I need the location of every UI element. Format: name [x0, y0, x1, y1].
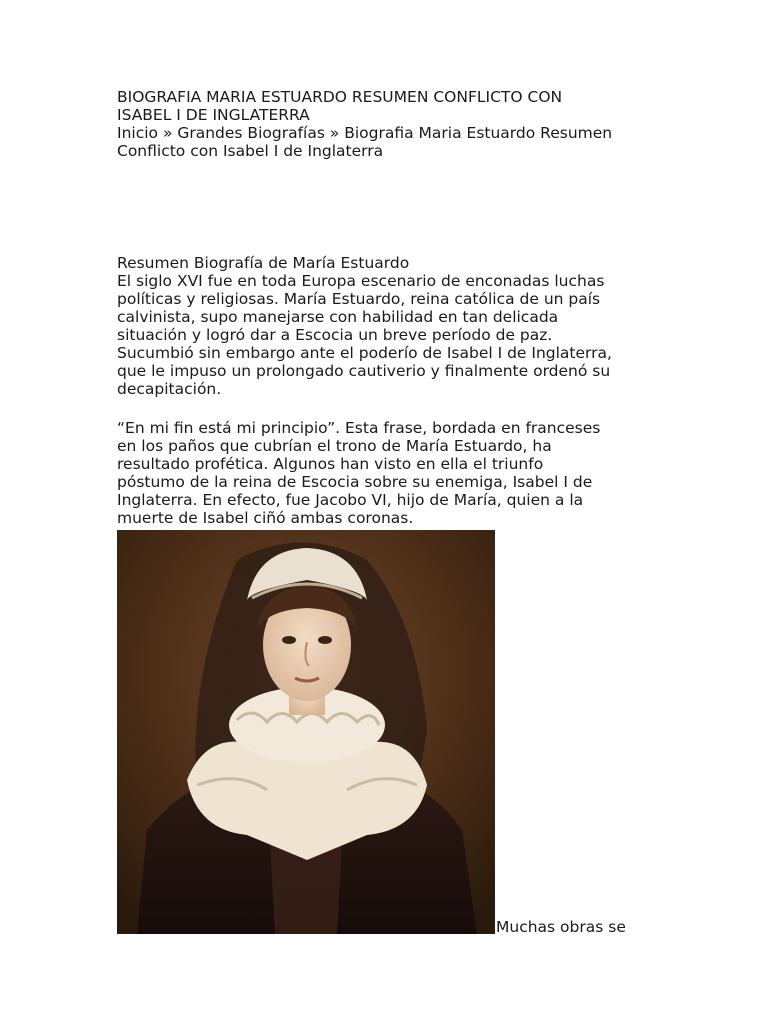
trailing-text: Muchas obras se: [496, 918, 626, 936]
section-heading: Resumen Biografía de María Estuardo: [117, 254, 410, 272]
title-line: BIOGRAFIA MARIA ESTUARDO RESUMEN CONFLICTO CON: [117, 88, 563, 106]
paragraph-line: “En mi fin está mi principio”. Esta frase, bordada en franceses: [117, 419, 601, 437]
paragraph-line: situación y logró dar a Escocia un breve período de paz.: [117, 326, 553, 344]
breadcrumb-line: Conflicto con Isabel I de Inglaterra: [117, 142, 384, 160]
document-header: [117, 88, 657, 160]
paragraph-line: póstumo de la reina de Escocia sobre su enemiga, Isabel I de: [117, 473, 593, 491]
paragraph-line: muerte de Isabel ciñó ambas coronas.: [117, 509, 414, 527]
paragraph-line: en los paños que cubrían el trono de María Estuardo, ha: [117, 437, 552, 455]
title-line: ISABEL I DE INGLATERRA: [117, 106, 310, 124]
paragraph-line: Inglaterra. En efecto, fue Jacobo VI, hijo de María, quien a la: [117, 491, 584, 509]
paragraph-line: que le impuso un prolongado cautiverio y finalmente ordenó su: [117, 362, 611, 380]
paragraph-line: políticas y religiosas. María Estuardo, reina católica de un país: [117, 290, 601, 308]
breadcrumb-line: Inicio » Grandes Biografías » Biografia Maria Estuardo Resumen: [117, 124, 613, 142]
summary-section: [117, 254, 657, 398]
portrait-figure: [117, 530, 677, 934]
paragraph-line: decapitación.: [117, 380, 222, 398]
paragraph-line: Sucumbió sin embargo ante el poderío de Isabel I de Inglaterra,: [117, 344, 612, 362]
paragraph-line: calvinista, supo manejarse con habilidad en tan delicada: [117, 308, 559, 326]
portrait-image: [117, 530, 495, 934]
paragraph-line: El siglo XVI fue en toda Europa escenario de enconadas luchas: [117, 272, 605, 290]
paragraph-line: resultado profética. Algunos han visto en ella el triunfo: [117, 455, 544, 473]
quote-section: [117, 419, 657, 527]
